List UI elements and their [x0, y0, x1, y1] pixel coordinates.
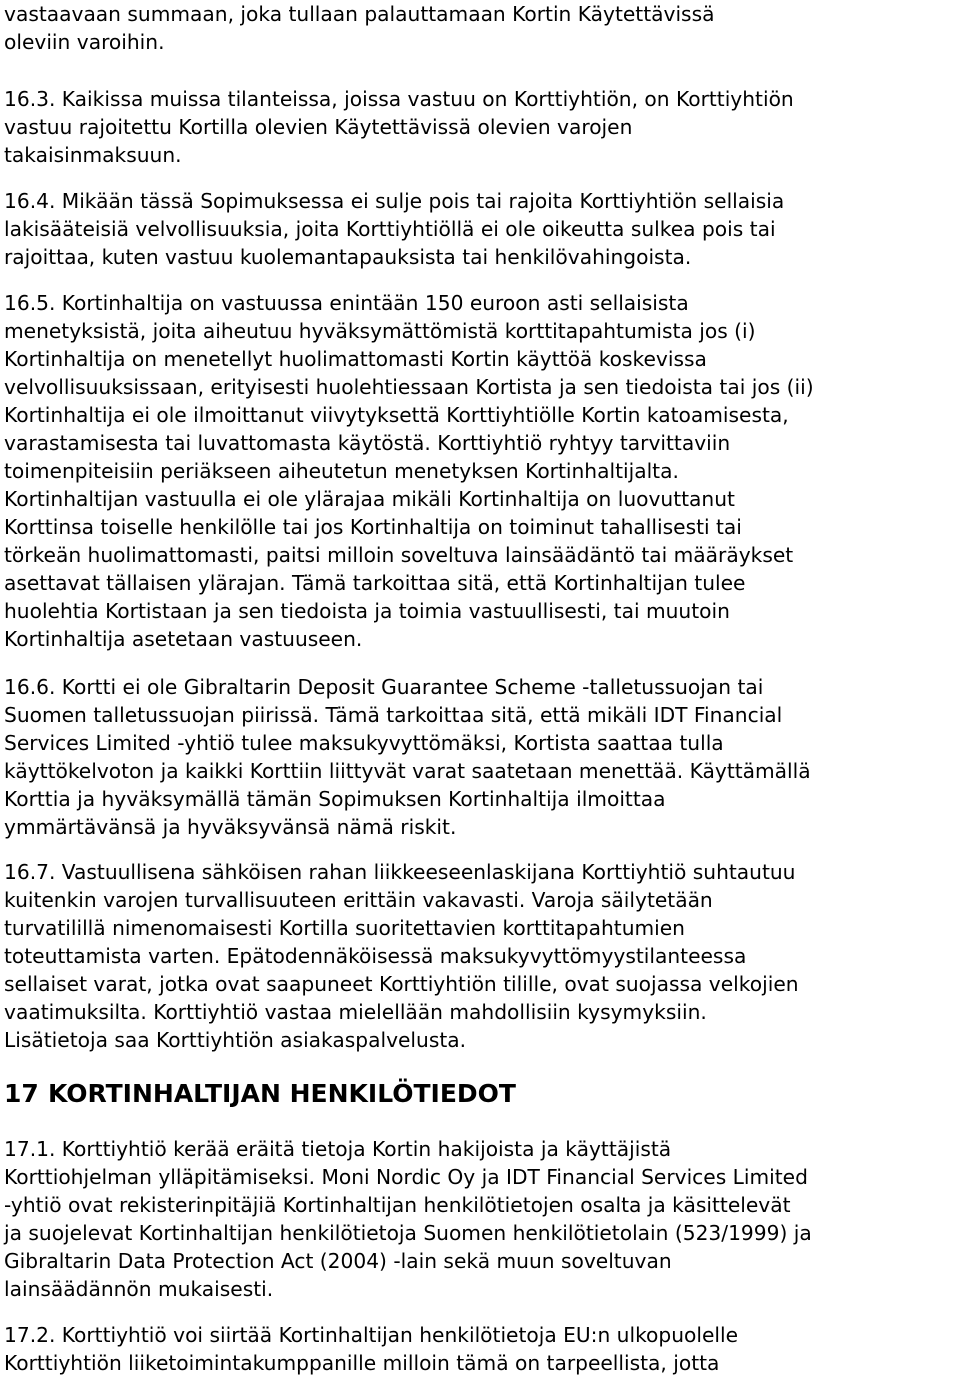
section-17-heading: [4, 1079, 516, 1109]
paragraph-16-4: 16.4. Mikään tässä Sopimuksessa ei sulje pois tai rajoita Korttiyhtiön sellaisia lakisääteisiä velvollisuuksia, joita Korttiyhtiöllä ei ole oikeutta sulkea pois tai rajoittaa, kuten vastuu kuolemantapauksista tai henkilövahingoista.: [4, 189, 785, 269]
section-17-title: KORTINHALTIJAN HENKILÖTIEDOT: [48, 1079, 516, 1108]
paragraph-17-2: 17.2. Korttiyhtiö voi siirtää Kortinhaltijan henkilötietoja EU:n ulkopuolelle Korttiyhtiön liiketoimintakumppanille milloin tämä on tarpeellista, jotta: [4, 1323, 739, 1375]
paragraph-16-7: 16.7. Vastuullisena sähköisen rahan liikkeeseenlaskijana Korttiyhtiö suhtautuu kuitenkin varojen turvallisuuteen erittäin vakavasti. Varoja säilytetään turvatilillä nimenomaisesti Kortilla suoritettavien korttitapahtumien toteuttamista varten. Epätodennäköisessä maksukyvyttömyystilanteessa sellaiset varat, jotka ovat saapuneet Korttiyhtiön tilille, ovat suojassa velkojien vaatimuksilta. Korttiyhtiö vastaa mielellään mahdollisiin kysymyksiin. Lisätietoja saa Korttiyhtiön asiakaspalvelusta.: [4, 860, 799, 1052]
paragraph-16-2-continuation: vastaavaan summaan, joka tullaan palauttamaan Kortin Käytettävissä oleviin varoihin.: [4, 2, 715, 54]
paragraph-16-5: 16.5. Kortinhaltija on vastuussa enintään 150 euroon asti sellaisista menetyksistä, joita aiheutuu hyväksymättömistä korttitapahtumista jos (i) Kortinhaltija on menetellyt huolimattomasti Kortin käyttöä koskevissa velvollisuuksissaan, erityisesti huolehtiessaan Kortista ja sen tiedoista tai jos (ii) Kortinhaltija ei ole ilmoittanut viivytyksettä Korttiyhtiölle Kortin katoamisesta, varastamisesta tai luvattomasta käytöstä. Korttiyhtiö ryhtyy tarvittaviin toimenpiteisiin periäkseen aiheutetun menetyksen Kortinhaltijalta. Kortinhaltijan vastuulla ei ole ylärajaa mikäli Kortinhaltija on luovuttanut Korttinsa toiselle henkilölle tai jos Kortinhaltija on toiminut tahallisesti tai törkeän huolimattomasti, paitsi milloin soveltuva lainsäädäntö tai määräykset asettavat tällaisen ylärajan. Tämä tarkoittaa sitä, että Kortinhaltijan tulee huolehtia Kortistaan ja sen tiedoista ja toimia vastuullisesti, tai muutoin Kortinhaltija asetetaan vastuuseen.: [4, 291, 814, 651]
paragraph-17-1: 17.1. Korttiyhtiö kerää eräitä tietoja Kortin hakijoista ja käyttäjistä Korttiohjelman ylläpitämiseksi. Moni Nordic Oy ja IDT Financial Services Limited -yhtiö ovat rekisterinpitäjiä Kortinhaltijan henkilötietojen osalta ja käsittelevät ja suojelevat Kortinhaltijan henkilötietoja Suomen henkilötietolain (523/1999) ja Gibraltarin Data Protection Act (2004) -lain sekä muun soveltuvan lainsäädännön mukaisesti.: [4, 1137, 812, 1301]
paragraph-16-6: 16.6. Kortti ei ole Gibraltarin Deposit Guarantee Scheme -talletussuojan tai Suomen talletussuojan piirissä. Tämä tarkoittaa sitä, että mikäli IDT Financial Services Limited -yhtiö tulee maksukyvyttömäksi, Kortista saattaa tulla käyttökelvoton ja kaikki Korttiin liittyvät varat saatetaan menettää. Käyttämällä Korttia ja hyväksymällä tämän Sopimuksen Kortinhaltija ilmoittaa ymmärtävänsä ja hyväksyvänsä nämä riskit.: [4, 675, 811, 839]
section-17-number: 17: [4, 1079, 39, 1108]
paragraph-16-3: 16.3. Kaikissa muissa tilanteissa, joissa vastuu on Korttiyhtiön, on Korttiyhtiön vastuu rajoitettu Kortilla olevien Käytettävissä olevien varojen takaisinmaksuun.: [4, 87, 794, 167]
